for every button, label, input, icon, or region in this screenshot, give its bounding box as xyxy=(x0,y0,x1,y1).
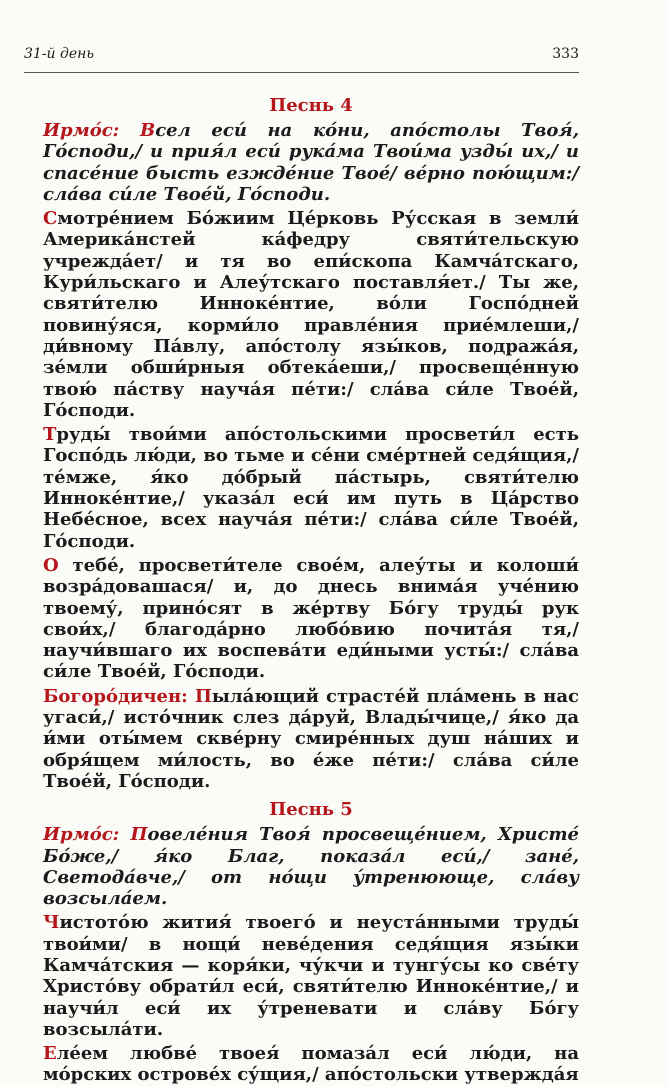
stanza-label: Ирмо́с: xyxy=(43,824,120,846)
stanza xyxy=(43,912,579,1040)
page-number: 333 xyxy=(552,46,579,62)
labeled-stanza xyxy=(43,120,579,205)
day-label: 31-й день xyxy=(24,46,95,62)
initial-letter: Т xyxy=(43,424,57,446)
song-heading: Песнь 4 xyxy=(269,95,353,116)
stanza-text: ыла́ющий страсте́й пла́мень в нас угаси́,/ исто́чник слез да́руй, Влады́чице,/ я́ко да и́ми оты́мем скве́рну смире́нных душ на́ших и обря́щем ми́лость, во е́же пе́ти:/ сла́ва си́ле Твое́й, Го́споди. xyxy=(43,685,579,792)
song-heading: Песнь 5 xyxy=(269,799,353,821)
stanza-text: сел еси́ на ко́ни, апо́столы Твоя́, Го́споди,/ и прия́л еси́ рука́ма Твои́ма узды́ их,/ и спасе́ние бысть езжде́ние Твое́/ ве́рно пою́щим:/ сла́ва си́ле Твое́й, Го́споди. xyxy=(43,120,579,205)
initial-letter: Е xyxy=(43,1043,57,1065)
labeled-stanza xyxy=(43,824,579,909)
stanza-text: истото́ю жития́ твоего́ и неуста́нными труды́ твои́ми/ в нощи́ неве́дения седя́щия язы́ки Камча́тския — коря́ки, чу́кчи и тунгу́сы ко све́ту Христо́ву обрати́л еси́, святи́телю Иннoке́нтие,/ и научи́л еси́ их у́треневати и сла́ву Бо́гу возсыла́ти. xyxy=(43,912,579,1040)
initial-letter: В xyxy=(139,120,156,141)
initial-letter: О xyxy=(43,554,59,576)
stanza xyxy=(43,424,579,552)
stanza-text: ле́ем любве́ твоея́ помаза́л еси́ лю́ди, на мо́рских острове́х су́щия,/ апо́стольски утвержда́я xyxy=(43,1043,579,1086)
stanza-text: тебе́, просвети́теле свое́м, алеу́ты и колоши́ возра́довашася/ и, до днесь внима́я уче́нию твоему́, прино́сят в же́ртву Бо́гу труды́ рук свои́х,/ благода́рно любо́вию почита́я тя,/ научи́вшаго их воспева́ти еди́ными усты́:/ сла́ва си́ле Твое́й, Го́споди. xyxy=(43,554,579,683)
stanza xyxy=(43,1043,579,1086)
page-content xyxy=(43,94,579,1086)
stanza xyxy=(43,208,579,421)
stanza xyxy=(43,555,579,683)
initial-letter: П xyxy=(130,824,148,846)
stanza-label: Ирмо́с: xyxy=(43,120,120,141)
stanza-text: овеле́ния Твоя́ просвеще́нием, Христе́ Бо́же,/ я́ко Благ, показа́л еси́,/ зане́, Светода́вче,/ от но́щи у́тренюющe, сла́ву возсыла́ем. xyxy=(43,824,579,910)
stanza-label: Богоро́дичен: xyxy=(43,685,188,707)
stanza-text: мотре́нием Бо́жиим Це́рковь Ру́сская в земли́ Америка́нстей ка́федру святи́тельскую учрежда́ет/ и тя во епи́скопа Камча́тскаго, Кури́льскаго и Алеу́тскаго поставля́ет./ Ты же, святи́телю Иннoке́нтие, во́ли Госпо́дней повину́яся, корми́ло правле́ния прие́млеши,/ ди́вному Па́влу, апо́столу язы́ков, подража́я, зе́мли обши́рныя обтека́еши,/ просвеще́нную твою́ па́ству науча́я пе́ти:/ сла́ва си́ле Твое́й, Го́споди. xyxy=(43,208,579,421)
labeled-stanza xyxy=(43,686,579,792)
stanza-text: руды́ твои́ми апо́стольскими просвети́л есть Госпо́дь лю́ди, во тьме и се́ни сме́ртней седя́щия,/ те́мже, я́ко до́брый па́стырь, святи́телю Иннoке́нтие,/ указа́л еси́ им путь в Ца́рство Небе́сное, всех науча́я пе́ти:/ сла́ва си́ле Твое́й, Го́споди. xyxy=(43,424,579,552)
initial-letter: П xyxy=(194,685,212,707)
initial-letter: Ч xyxy=(43,912,60,934)
running-header xyxy=(24,42,579,73)
initial-letter: С xyxy=(43,208,58,230)
